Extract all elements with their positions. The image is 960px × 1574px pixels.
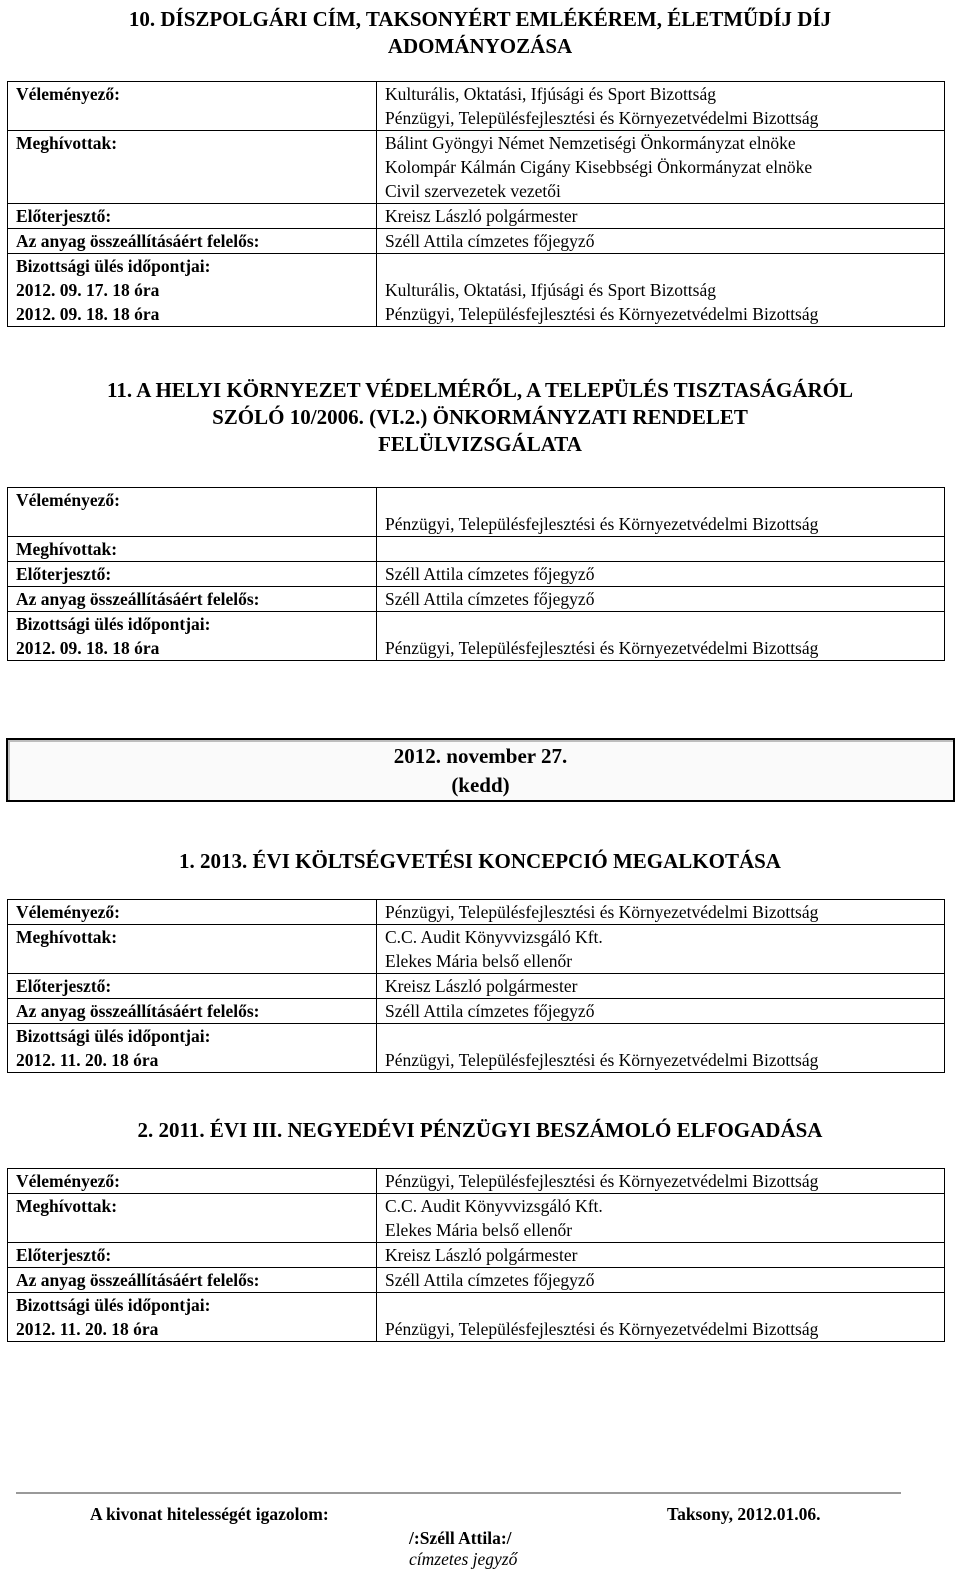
value-velemenyezo bbox=[377, 900, 945, 925]
cell-text-line: 2012. 09. 17. 18 óra bbox=[16, 280, 160, 300]
value-felelos bbox=[377, 587, 945, 612]
cell-text-line: Bizottsági ülés időpontjai: bbox=[16, 1026, 211, 1046]
cell-text-line: Véleményező: bbox=[16, 902, 120, 922]
cell-text-line: Az anyag összeállításáért felelős: bbox=[16, 231, 260, 251]
footer-place-date: Taksony, 2012.01.06. bbox=[667, 1504, 821, 1524]
cell-text-line: Elekes Mária belső ellenőr bbox=[385, 1220, 573, 1240]
cell-text-line: Meghívottak: bbox=[16, 1196, 118, 1216]
cell-spacer bbox=[385, 612, 944, 636]
item-1-title: 1. 2013. ÉVI KÖLTSÉGVETÉSI KONCEPCIÓ MEGALKOTÁSA bbox=[179, 849, 781, 873]
cell-text-line: Kreisz László polgármester bbox=[385, 206, 578, 226]
label-felelos bbox=[8, 999, 377, 1024]
meeting-date-box bbox=[6, 738, 955, 802]
table-row bbox=[8, 1268, 945, 1293]
label-felelos bbox=[8, 229, 377, 254]
footer-signer-title: címzetes jegyző bbox=[409, 1549, 518, 1569]
cell-text-line: Bizottsági ülés időpontjai: bbox=[16, 1295, 211, 1315]
meeting-day: (kedd) bbox=[451, 773, 510, 797]
value-eloterjeszto bbox=[377, 204, 945, 229]
table-row bbox=[8, 612, 945, 661]
label-meghivottak bbox=[8, 1194, 377, 1243]
value-velemenyezo bbox=[377, 1169, 945, 1194]
cell-text-line: Bizottsági ülés időpontjai: bbox=[16, 256, 211, 276]
value-felelos bbox=[377, 999, 945, 1024]
cell-text-line: Kulturális, Oktatási, Ifjúsági és Sport Bizottság bbox=[385, 84, 716, 104]
value-idopontjai bbox=[377, 1293, 945, 1342]
cell-text-line: Kreisz László polgármester bbox=[385, 976, 578, 996]
label-meghivottak bbox=[8, 925, 377, 974]
table-row bbox=[8, 82, 945, 131]
value-meghivottak bbox=[377, 1194, 945, 1243]
table-row bbox=[8, 999, 945, 1024]
item-2-title: 2. 2011. ÉVI III. NEGYEDÉVI PÉNZÜGYI BESZÁMOLÓ ELFOGADÁSA bbox=[137, 1118, 823, 1142]
label-velemenyezo bbox=[8, 488, 377, 537]
value-eloterjeszto bbox=[377, 562, 945, 587]
cell-text-line: Pénzügyi, Településfejlesztési és Környezetvédelmi Bizottság bbox=[385, 1171, 819, 1191]
section-10-title-line1: 10. DÍSZPOLGÁRI CÍM, TAKSONYÉRT EMLÉKÉREM, ÉLETMŰDÍJ DÍJ bbox=[128, 7, 832, 31]
label-eloterjeszto bbox=[8, 562, 377, 587]
footer-divider bbox=[16, 1492, 901, 1494]
cell-text-line: Meghívottak: bbox=[16, 539, 118, 559]
section-11-table bbox=[7, 487, 945, 661]
label-idopontjai bbox=[8, 1024, 377, 1073]
cell-text-line: Kreisz László polgármester bbox=[385, 1245, 578, 1265]
cell-text-line: C.C. Audit Könyvvizsgáló Kft. bbox=[385, 927, 603, 947]
label-velemenyezo bbox=[8, 82, 377, 131]
cell-text-line: Széll Attila címzetes főjegyző bbox=[385, 589, 595, 609]
cell-spacer bbox=[385, 254, 944, 278]
cell-text-line: Széll Attila címzetes főjegyző bbox=[385, 1001, 595, 1021]
item-2-table bbox=[7, 1168, 945, 1342]
cell-text-line: Előterjesztő: bbox=[16, 1245, 112, 1265]
cell-text-line: Pénzügyi, Településfejlesztési és Környezetvédelmi Bizottság bbox=[385, 304, 819, 324]
cell-text-line: Előterjesztő: bbox=[16, 976, 112, 996]
cell-text-line: Előterjesztő: bbox=[16, 564, 112, 584]
value-eloterjeszto bbox=[377, 1243, 945, 1268]
value-meghivottak bbox=[377, 925, 945, 974]
cell-text-line: Előterjesztő: bbox=[16, 206, 112, 226]
value-meghivottak bbox=[377, 537, 945, 562]
table-row bbox=[8, 925, 945, 974]
section-10-table bbox=[7, 81, 945, 327]
label-felelos bbox=[8, 1268, 377, 1293]
table-row bbox=[8, 900, 945, 925]
cell-text-line: 2012. 11. 20. 18 óra bbox=[16, 1319, 159, 1339]
section-11-title bbox=[0, 377, 960, 458]
table-row bbox=[8, 562, 945, 587]
cell-text-line: Kolompár Kálmán Cigány Kisebbségi Önkormányzat elnöke bbox=[385, 157, 813, 177]
value-idopontjai bbox=[377, 1024, 945, 1073]
cell-text-line: Meghívottak: bbox=[16, 927, 118, 947]
cell-text-line: Az anyag összeállításáért felelős: bbox=[16, 589, 260, 609]
cell-text-line: Bálint Gyöngyi Német Nemzetiségi Önkormányzat elnöke bbox=[385, 133, 796, 153]
section-11-title-line1: 11. A HELYI KÖRNYEZET VÉDELMÉRŐL, A TELEPÜLÉS TISZTASÁGÁRÓL bbox=[107, 378, 853, 402]
cell-text-line: Pénzügyi, Településfejlesztési és Környezetvédelmi Bizottság bbox=[385, 902, 819, 922]
section-11-title-line2: SZÓLÓ 10/2006. (VI.2.) ÖNKORMÁNYZATI RENDELET bbox=[212, 405, 748, 429]
cell-text-line: Pénzügyi, Településfejlesztési és Környezetvédelmi Bizottság bbox=[385, 638, 819, 658]
value-idopontjai bbox=[377, 612, 945, 661]
cell-spacer bbox=[385, 1293, 944, 1317]
cell-text-line: Véleményező: bbox=[16, 490, 120, 510]
cell-text-line: Pénzügyi, Településfejlesztési és Környezetvédelmi Bizottság bbox=[385, 1319, 819, 1339]
value-meghivottak bbox=[377, 131, 945, 204]
table-row bbox=[8, 131, 945, 204]
label-eloterjeszto bbox=[8, 974, 377, 999]
value-eloterjeszto bbox=[377, 974, 945, 999]
footer-signer: /:Széll Attila:/ bbox=[409, 1528, 512, 1548]
section-11-title-line3: FELÜLVIZSGÁLATA bbox=[378, 432, 582, 456]
cell-text-line: Pénzügyi, Településfejlesztési és Környezetvédelmi Bizottság bbox=[385, 1050, 819, 1070]
item-1-table bbox=[7, 899, 945, 1073]
section-10-title-line2: ADOMÁNYOZÁSA bbox=[387, 34, 573, 58]
value-velemenyezo bbox=[377, 488, 945, 537]
cell-text-line: Az anyag összeállításáért felelős: bbox=[16, 1270, 260, 1290]
cell-text-line: Meghívottak: bbox=[16, 133, 118, 153]
cell-text-line: Elekes Mária belső ellenőr bbox=[385, 951, 573, 971]
value-idopontjai bbox=[377, 254, 945, 327]
label-felelos bbox=[8, 587, 377, 612]
cell-text-line: Civil szervezetek vezetői bbox=[385, 181, 561, 201]
table-row bbox=[8, 254, 945, 327]
cell-text-line: Véleményező: bbox=[16, 1171, 120, 1191]
label-meghivottak bbox=[8, 131, 377, 204]
cell-text-line: Pénzügyi, Településfejlesztési és Környezetvédelmi Bizottság bbox=[385, 108, 819, 128]
table-row bbox=[8, 204, 945, 229]
label-idopontjai bbox=[8, 254, 377, 327]
cell-text-line: Bizottsági ülés időpontjai: bbox=[16, 614, 211, 634]
value-felelos bbox=[377, 1268, 945, 1293]
label-idopontjai bbox=[8, 612, 377, 661]
cell-text-line: Széll Attila címzetes főjegyző bbox=[385, 1270, 595, 1290]
table-row bbox=[8, 1194, 945, 1243]
cell-text-line: Véleményező: bbox=[16, 84, 120, 104]
cell-text-line: Az anyag összeállításáért felelős: bbox=[16, 1001, 260, 1021]
cell-text-line: Széll Attila címzetes főjegyző bbox=[385, 231, 595, 251]
table-row bbox=[8, 1243, 945, 1268]
label-eloterjeszto bbox=[8, 204, 377, 229]
label-velemenyezo bbox=[8, 1169, 377, 1194]
table-row bbox=[8, 537, 945, 562]
label-velemenyezo bbox=[8, 900, 377, 925]
label-eloterjeszto bbox=[8, 1243, 377, 1268]
label-idopontjai bbox=[8, 1293, 377, 1342]
table-row bbox=[8, 229, 945, 254]
cell-text-line: 2012. 09. 18. 18 óra bbox=[16, 304, 160, 324]
cell-text-line: 2012. 09. 18. 18 óra bbox=[16, 638, 160, 658]
footer-certify: A kivonat hitelességét igazolom: bbox=[90, 1504, 329, 1524]
table-row bbox=[8, 974, 945, 999]
table-row bbox=[8, 1024, 945, 1073]
cell-text-line: Kulturális, Oktatási, Ifjúsági és Sport Bizottság bbox=[385, 280, 716, 300]
cell-text-line: 2012. 11. 20. 18 óra bbox=[16, 1050, 159, 1070]
label-meghivottak bbox=[8, 537, 377, 562]
cell-text-line: Pénzügyi, Településfejlesztési és Környezetvédelmi Bizottság bbox=[385, 514, 819, 534]
value-velemenyezo bbox=[377, 82, 945, 131]
table-row bbox=[8, 587, 945, 612]
cell-text-line: C.C. Audit Könyvvizsgáló Kft. bbox=[385, 1196, 603, 1216]
table-row bbox=[8, 1293, 945, 1342]
cell-spacer bbox=[385, 1024, 944, 1048]
value-felelos bbox=[377, 229, 945, 254]
section-10-title bbox=[0, 6, 960, 60]
table-row bbox=[8, 1169, 945, 1194]
meeting-date: 2012. november 27. bbox=[393, 744, 568, 768]
cell-text-line: Széll Attila címzetes főjegyző bbox=[385, 564, 595, 584]
table-row bbox=[8, 488, 945, 537]
cell-spacer bbox=[385, 488, 944, 512]
